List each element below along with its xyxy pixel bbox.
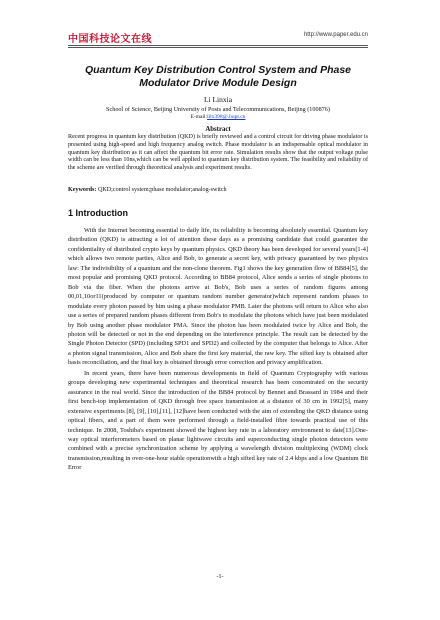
header-rule-bottom [68, 47, 368, 48]
keywords-text: QKD;control system;phase modulator;analog-switch [97, 187, 227, 193]
header-rule-top [68, 45, 368, 46]
body-text [68, 226, 368, 473]
page-header [68, 30, 368, 44]
paragraph-2: In recent years, there have been numerous developments in field of Quantum Cryptography with various groups developing new experimental techniques and theoretical research has been concentrated on the security assurance in the real world. Since the introduction of the BB84 protocol by Bennet and Brassard in 1984 and their first bench-top implementation of QKD through free space transmission at a distance of 30 cm in 1992[5], many extensive experiments [8], [9], [10],[11], [12]have been conducted with the aim of extending the QKD distance using optical fibers, and a part of them were performed through a field-installed fibre towards practical use of this technique. In 2008, Toshiba's experiment showed the highest key rate in a laboratory environment to date[13].One-way optical interferometers based on planar lightwave circuits and superconducting single photon detectors were combined with a precise synchronization scheme by applying a wavelength division multiplexing (WDM) clock transmission,resulting in over-one-hour stable operationwith a high sifted key rate of 2.4 kbps and a low Quantum Bit Error [68, 369, 368, 472]
paragraph-1: With the Internet becoming essential to daily life, its reliability is becoming absolutely essential. Quantum key distribution (QKD) is attracting a lot of attention these days as a promising candidate that could guarantee the confidentiality of distributed crypto keys by quantum physics. QKD theory has been developed for several years[1-4] which allows two remote parties, Alice and Bob, to generate a secret key, with privacy guaranteed by two physics law: The indivisibility of a quantum and the non-clone theorem. Fig1 shows the key generation flow of BB84[5], the most popular and promising QKD protocol. According to BB84 protocol, Alice sends a series of single photons to Bob via the fiber. When the photons arrive at Bob's, Bob uses a series of random figures among 00,01,10or11(produced by computer or quantum random number generator)which represent random phases to modulate every photon passed by him using a phase modulator PMB. Later the photons will return to Alice who also use a series of prepared random phases different from Bob's to modulate the photons which have just been modulated by Bob using another phase modulator PMA. Since the photon has been modulated twice by Alice and Bob, the photon will be detected or not in the end depending on the interference principle. The result can be detected by the Single Photon Detector (SPD) (including SPD1 and SPD2) and collected by the computer that belongs to Alice. After a photon signal transmission, Alice and Bob share the first key material, the raw key. The sifted key is obtained after basis reconciliation, and the final key is obtained through error correction and privacy amplification. [68, 227, 368, 367]
author-affiliation: School of Science, Beijing University of Posts and Telecommunications, Beijing (100876) [106, 106, 330, 113]
paper-title: Quantum Key Distribution Control System and Phase Modulator Drive Module Design [84, 64, 352, 89]
site-url[interactable]: http://www.paper.edu.cn [303, 32, 368, 38]
abstract-heading: Abstract [205, 126, 231, 133]
email-link[interactable]: lilx398@.bupt.cn [207, 114, 246, 120]
page-number: -1- [216, 574, 224, 580]
abstract-text: Recent progress in quantum key distribution (QKD) is briefly reviewed and a control circuit for driving phase modulator is presented using high-speed and high frequency analog switch. Phase modulator is an indispensable optical modulator in quantum key distribution as it can affect the quantum bit error rate. Simulation results show that the output voltage pulse width can be less than 10ns,which can be well applied to quantum key distribution system. The feasibility and reliability of the scheme are verified through theoretical analysis and experiment results. [68, 134, 368, 172]
section-heading: 1 Introduction [68, 208, 128, 218]
site-logo: 中国科技论文在线 [68, 34, 152, 45]
email-label: E-mail: [190, 114, 208, 120]
keywords-label: Keywords: [68, 187, 97, 193]
author-name: Li Linxia [203, 95, 233, 104]
author-email-line [68, 114, 368, 120]
keywords-line [68, 187, 368, 193]
